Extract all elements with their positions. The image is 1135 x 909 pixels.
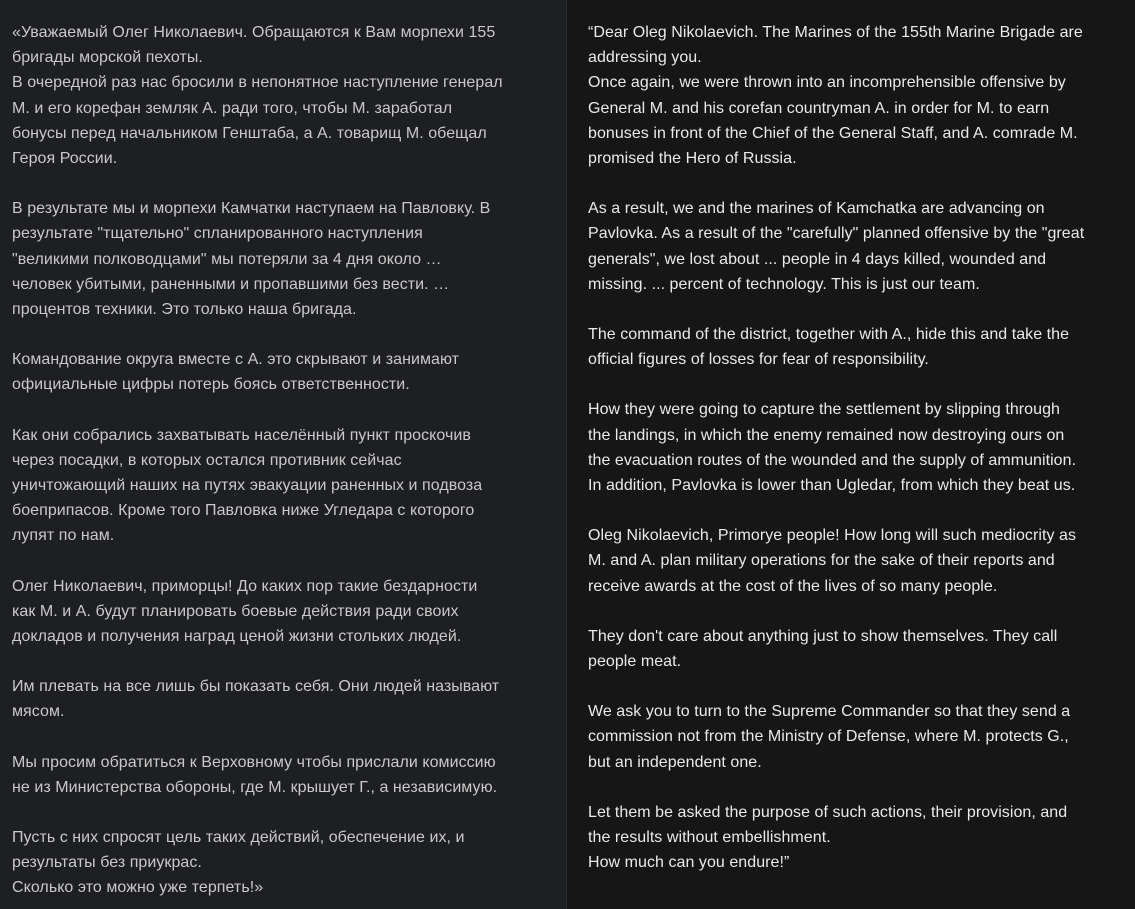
text-line: лупят по нам.	[12, 527, 115, 545]
text-line: "великими полководцами" мы потеряли за 4 дня около …	[12, 250, 442, 268]
text-line: Героя России.	[12, 150, 118, 168]
text-line: Им плевать на все лишь бы показать себя. Они людей называют	[12, 678, 500, 696]
text-line: Pavlovka. As a result of the "carefully" planned offensive by the "great	[588, 225, 1085, 243]
text-line: человек убитыми, раненными и пропавшими без вести. …	[12, 275, 450, 293]
text-line: через посадки, в которых остался противник сейчас	[12, 451, 402, 469]
text-line: promised the Hero of Russia.	[588, 150, 797, 168]
text-line: бригады морской пехоты.	[12, 49, 203, 67]
text-line: боеприпасов. Кроме того Павловка ниже Угледара с которого	[12, 502, 475, 520]
text-line: commission not from the Ministry of Defense, where M. protects G.,	[588, 728, 1069, 746]
text-line: официальные цифры потерь боясь ответственности.	[12, 376, 410, 394]
text-line: Once again, we were thrown into an incomprehensible offensive by	[588, 74, 1066, 92]
text-line: Let them be asked the purpose of such actions, their provision, and	[588, 803, 1068, 821]
text-line: как М. и А. будут планировать боевые действия ради своих	[12, 602, 459, 620]
text-line: уничтожающий наших на путях эвакуации раненных и подвоза	[12, 477, 483, 495]
text-line: They don't care about anything just to show themselves. They call	[588, 627, 1058, 645]
text-line: В очередной раз нас бросили в непонятное наступление генерал	[12, 74, 503, 92]
ru-paragraph-2	[12, 196, 546, 322]
text-line: but an independent one.	[588, 753, 762, 771]
text-line: General M. and his corefan countryman A. in order for M. to earn	[588, 99, 1050, 117]
text-line: the evacuation routes of the wounded and the supply of ammunition.	[588, 451, 1077, 469]
text-line: How they were going to capture the settlement by slipping through	[588, 401, 1060, 419]
text-line: the results without embellishment.	[588, 829, 831, 847]
text-line: Олег Николаевич, приморцы! До каких пор такие бездарности	[12, 577, 478, 595]
text-line: Сколько это можно уже терпеть!»	[12, 879, 264, 897]
en-paragraph-2	[588, 196, 1117, 297]
text-line: addressing you.	[588, 49, 702, 67]
text-line: How much can you endure!”	[588, 854, 790, 872]
en-paragraph-7	[588, 699, 1117, 775]
text-line: Мы просим обратиться к Верховному чтобы прислали комиссию	[12, 753, 496, 771]
ru-paragraph-6	[12, 674, 546, 724]
text-line: missing. ... percent of technology. This is just our team.	[588, 275, 980, 293]
ru-paragraph-3	[12, 347, 546, 397]
text-line: В результате мы и морпехи Камчатки наступаем на Павловку. В	[12, 200, 491, 218]
text-line: bonuses in front of the Chief of the General Staff, and A. comrade M.	[588, 124, 1078, 142]
text-line: Пусть с них спросят цель таких действий, обеспечение их, и	[12, 829, 465, 847]
ru-paragraph-5	[12, 574, 546, 650]
text-line: M. and A. plan military operations for the sake of their reports and	[588, 552, 1055, 570]
ru-paragraph-8	[12, 825, 546, 901]
text-line: As a result, we and the marines of Kamchatka are advancing on	[588, 200, 1045, 218]
text-line: результате "тщательно" спланированного наступления	[12, 225, 423, 243]
english-translation-column	[567, 0, 1135, 909]
text-line: people meat.	[588, 653, 682, 671]
text-line: Oleg Nikolaevich, Primorye people! How long will such mediocrity as	[588, 527, 1076, 545]
en-paragraph-5	[588, 523, 1117, 599]
text-line: “Dear Oleg Nikolaevich. The Marines of the 155th Marine Brigade are	[588, 24, 1083, 41]
en-paragraph-1	[588, 20, 1117, 171]
en-paragraph-6	[588, 624, 1117, 674]
text-line: the landings, in which the enemy remained now destroying ours on	[588, 426, 1065, 444]
text-line: бонусы перед начальником Генштаба, а А. товарищ М. обещал	[12, 124, 487, 142]
ru-paragraph-4	[12, 423, 546, 549]
text-line: «Уважаемый Олег Николаевич. Обращаются к Вам морпехи 155	[12, 24, 496, 41]
text-line: процентов техники. Это только наша бригада.	[12, 301, 357, 319]
text-line: In addition, Pavlovka is lower than Ugledar, from which they beat us.	[588, 477, 1076, 495]
text-line: не из Министерства обороны, где М. крышует Г., а независимую.	[12, 778, 498, 796]
text-line: official figures of losses for fear of responsibility.	[588, 351, 929, 369]
russian-original-column	[0, 0, 567, 909]
text-line: докладов и получения наград ценой жизни стольких людей.	[12, 628, 462, 646]
text-line: generals", we lost about ... people in 4 days killed, wounded and	[588, 250, 1047, 268]
text-line: We ask you to turn to the Supreme Commander so that they send a	[588, 703, 1071, 721]
text-line: М. и его корефан земляк А. ради того, чтобы М. заработал	[12, 99, 453, 117]
en-paragraph-8	[588, 800, 1117, 876]
en-paragraph-4	[588, 397, 1117, 498]
en-paragraph-3	[588, 322, 1117, 372]
text-line: The command of the district, together with A., hide this and take the	[588, 326, 1070, 344]
ru-paragraph-1	[12, 20, 546, 171]
text-line: результаты без приукрас.	[12, 854, 202, 872]
text-line: Командование округа вместе с А. это скрывают и занимают	[12, 351, 460, 369]
text-line: Как они собрались захватывать населённый пункт проскочив	[12, 426, 471, 444]
ru-paragraph-7	[12, 750, 546, 800]
text-line: мясом.	[12, 703, 65, 721]
text-line: receive awards at the cost of the lives of so many people.	[588, 577, 998, 595]
